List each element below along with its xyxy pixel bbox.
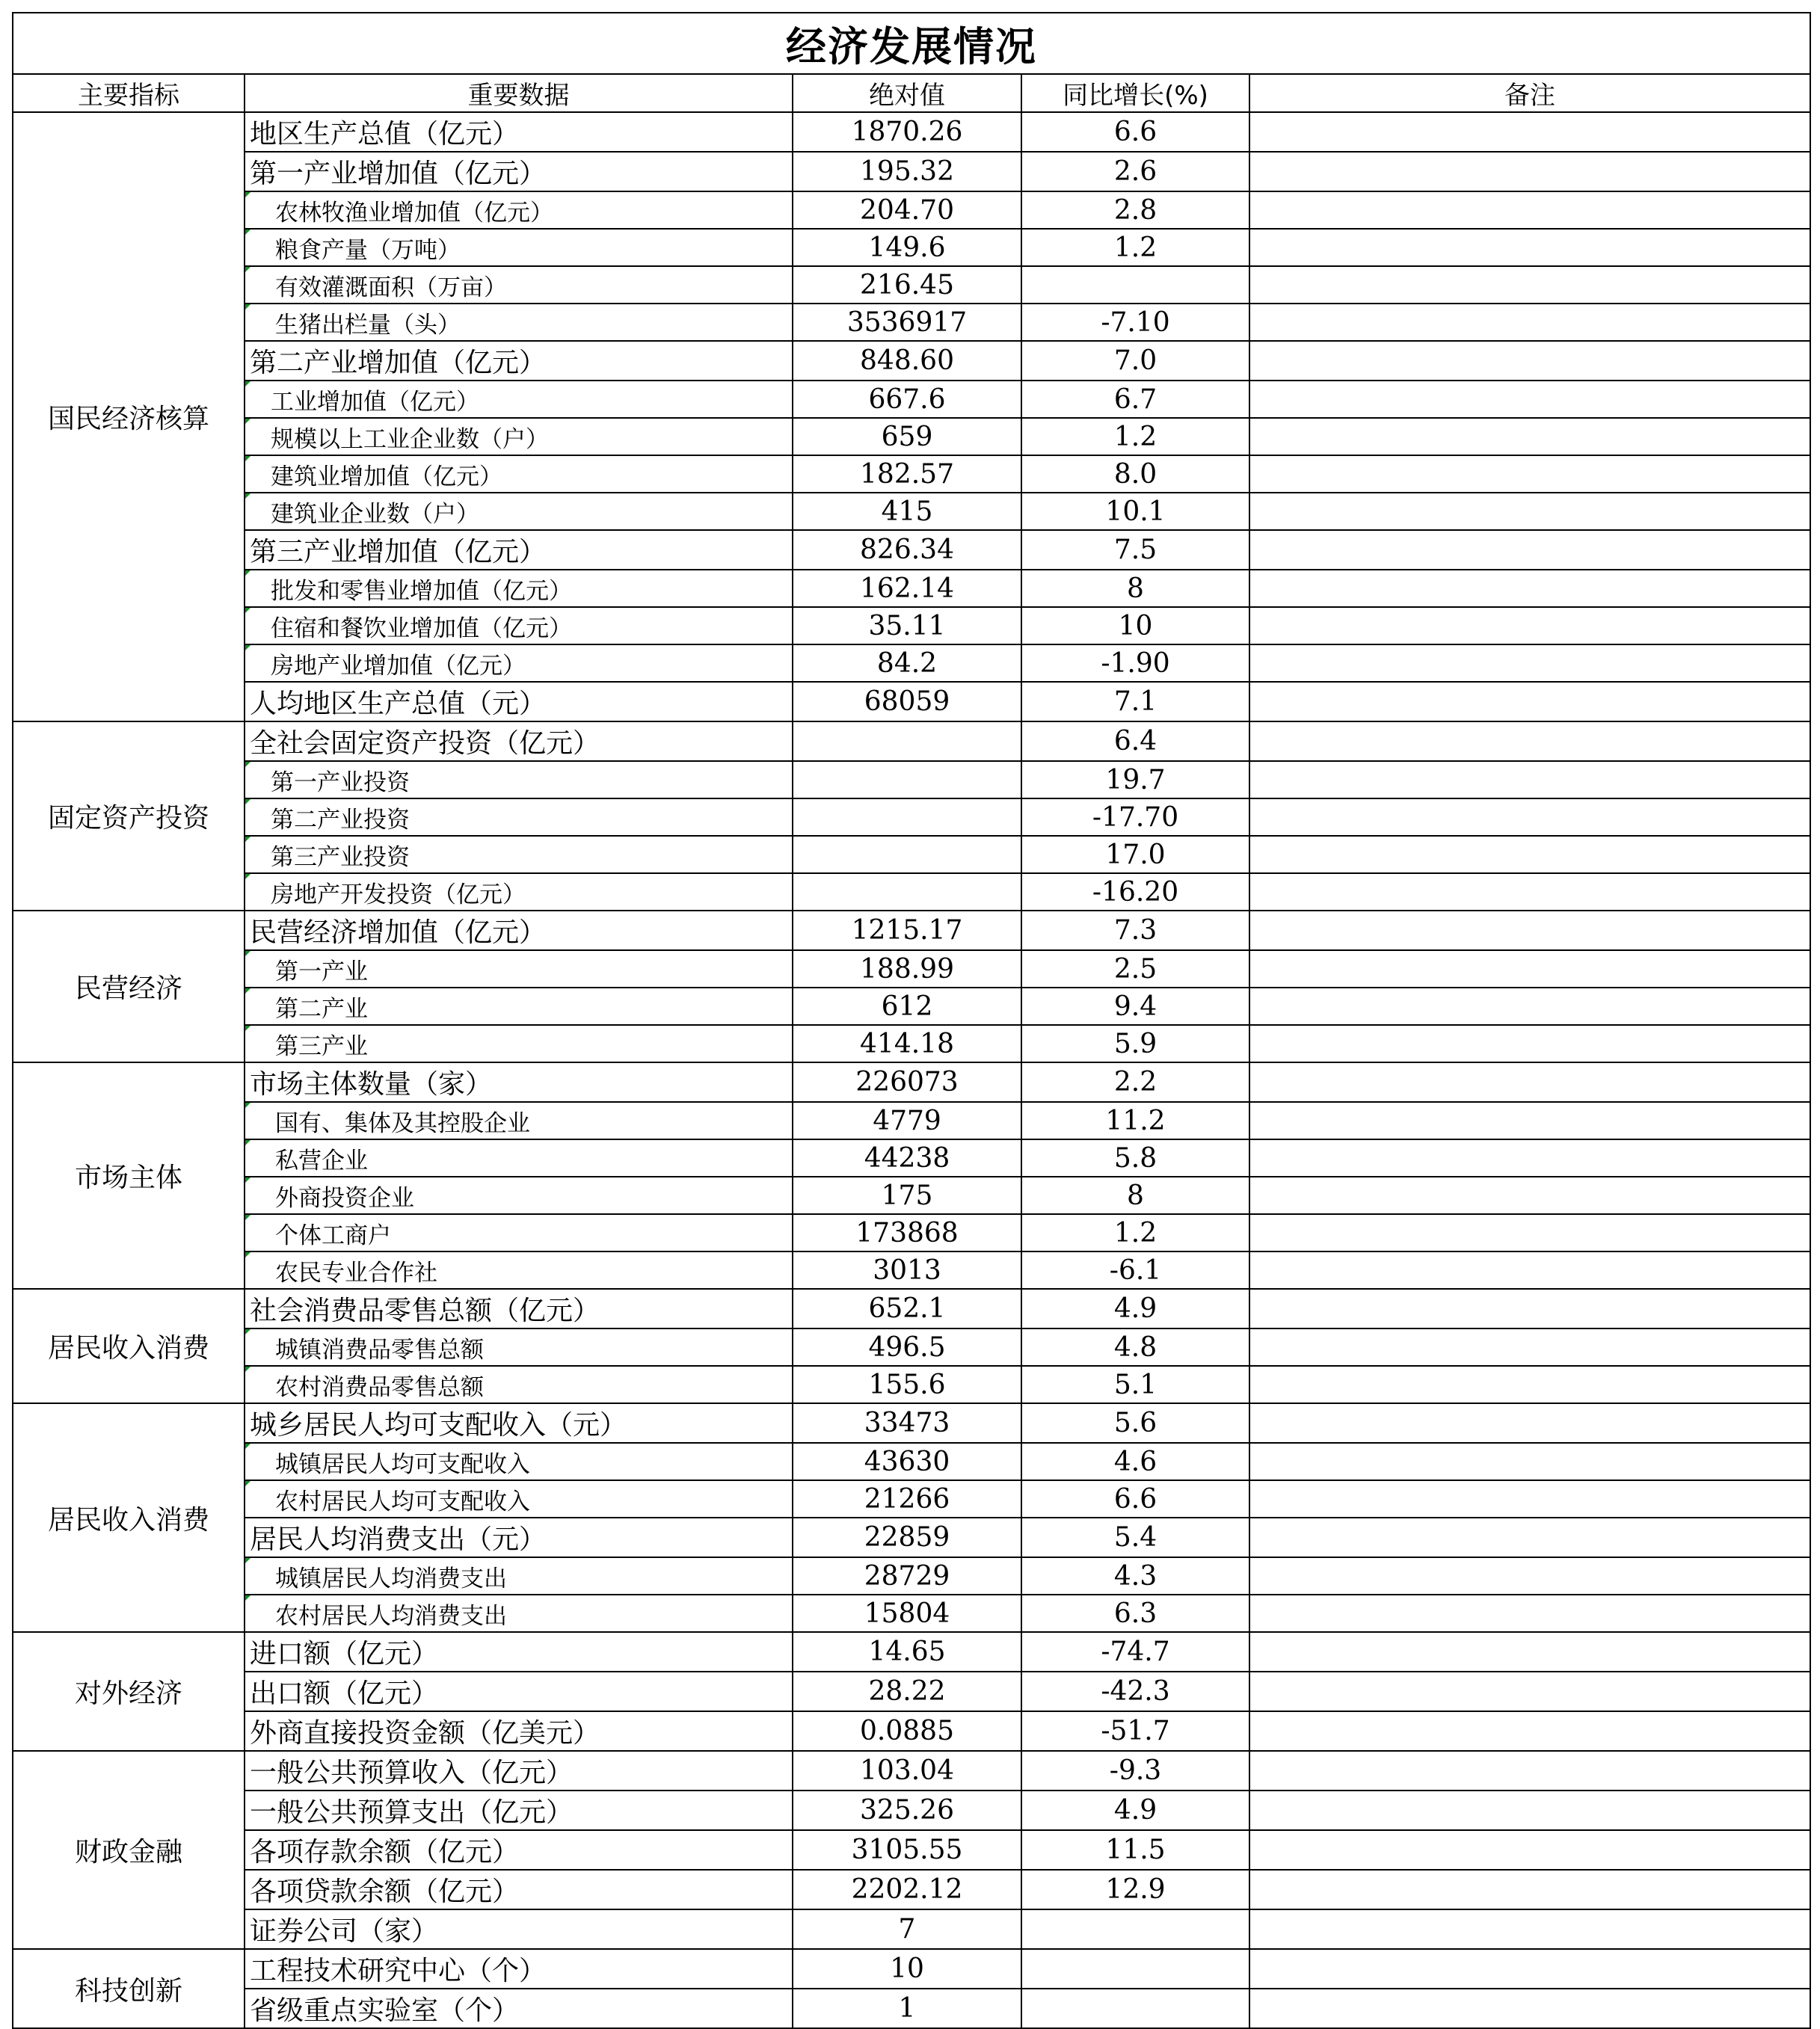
- absolute-value-cell[interactable]: 33473: [793, 1403, 1021, 1443]
- spreadsheet: [12, 12, 1810, 2029]
- indicator-cell[interactable]: 进口额（亿元）: [245, 1632, 793, 1672]
- absolute-value-cell[interactable]: 226073: [793, 1062, 1021, 1102]
- growth-cell[interactable]: -7.10: [1021, 304, 1249, 341]
- absolute-value-cell[interactable]: 22859: [793, 1518, 1021, 1557]
- growth-cell[interactable]: 6.4: [1021, 721, 1249, 761]
- indicator-cell[interactable]: 出口额（亿元）: [245, 1672, 793, 1711]
- growth-cell[interactable]: 2.6: [1021, 152, 1249, 191]
- table-row: [13, 1909, 1810, 1949]
- absolute-value-cell[interactable]: 1: [793, 1989, 1021, 2028]
- indicator-cell[interactable]: 第一产业增加值（亿元）: [245, 152, 793, 191]
- remarks-cell[interactable]: [1249, 721, 1810, 761]
- table-row: [13, 1949, 1810, 1989]
- category-cell[interactable]: 对外经济: [13, 1632, 245, 1751]
- growth-cell[interactable]: 7.0: [1021, 341, 1249, 381]
- absolute-value-cell[interactable]: 162.14: [793, 570, 1021, 607]
- table-row: [13, 1214, 1810, 1251]
- absolute-value-cell[interactable]: 84.2: [793, 644, 1021, 682]
- growth-cell[interactable]: 2.8: [1021, 191, 1249, 229]
- remarks-cell[interactable]: [1249, 1518, 1810, 1557]
- table-row: [13, 1791, 1810, 1830]
- table-row: [13, 836, 1810, 873]
- absolute-value-cell[interactable]: 652.1: [793, 1289, 1021, 1328]
- remarks-cell[interactable]: [1249, 950, 1810, 988]
- indicator-cell[interactable]: 全社会固定资产投资（亿元）: [245, 721, 793, 761]
- absolute-value-cell[interactable]: 21266: [793, 1480, 1021, 1518]
- growth-cell[interactable]: 5.6: [1021, 1403, 1249, 1443]
- absolute-value-cell[interactable]: 188.99: [793, 950, 1021, 988]
- table-row: [13, 1251, 1810, 1289]
- absolute-value-cell[interactable]: [793, 721, 1021, 761]
- absolute-value-cell[interactable]: 15804: [793, 1595, 1021, 1632]
- absolute-value-cell[interactable]: 1215.17: [793, 911, 1021, 950]
- header-key-data[interactable]: 重要数据: [245, 74, 793, 112]
- remarks-cell[interactable]: [1249, 798, 1810, 836]
- table-row: [13, 607, 1810, 644]
- remarks-cell[interactable]: [1249, 1791, 1810, 1830]
- indicator-cell[interactable]: 房地产业增加值（亿元）: [245, 644, 793, 682]
- table-row: [13, 682, 1810, 721]
- indicator-cell[interactable]: 农村居民人均消费支出: [245, 1595, 793, 1632]
- absolute-value-cell[interactable]: 826.34: [793, 530, 1021, 570]
- indicator-cell[interactable]: 省级重点实验室（个）: [245, 1989, 793, 2028]
- remarks-cell[interactable]: [1249, 1177, 1810, 1214]
- growth-cell[interactable]: 7.1: [1021, 682, 1249, 721]
- indicator-cell[interactable]: 城镇居民人均消费支出: [245, 1557, 793, 1595]
- growth-cell[interactable]: 2.5: [1021, 950, 1249, 988]
- remarks-cell[interactable]: [1249, 1139, 1810, 1177]
- remarks-cell[interactable]: [1249, 1632, 1810, 1672]
- indicator-cell[interactable]: 第二产业增加值（亿元）: [245, 341, 793, 381]
- sheet-title[interactable]: 经济发展情况: [13, 13, 1810, 74]
- remarks-cell[interactable]: [1249, 1711, 1810, 1751]
- growth-cell[interactable]: 12.9: [1021, 1870, 1249, 1909]
- remarks-cell[interactable]: [1249, 1251, 1810, 1289]
- remarks-cell[interactable]: [1249, 191, 1810, 229]
- absolute-value-cell[interactable]: 173868: [793, 1214, 1021, 1251]
- remarks-cell[interactable]: [1249, 1909, 1810, 1949]
- remarks-cell[interactable]: [1249, 836, 1810, 873]
- absolute-value-cell[interactable]: 44238: [793, 1139, 1021, 1177]
- category-cell[interactable]: 市场主体: [13, 1062, 245, 1289]
- growth-cell[interactable]: [1021, 266, 1249, 304]
- absolute-value-cell[interactable]: [793, 836, 1021, 873]
- remarks-cell[interactable]: [1249, 1672, 1810, 1711]
- table-row: [13, 381, 1810, 418]
- table-row: [13, 721, 1810, 761]
- growth-cell[interactable]: 7.5: [1021, 530, 1249, 570]
- remarks-cell[interactable]: [1249, 381, 1810, 418]
- table-row: [13, 644, 1810, 682]
- remarks-cell[interactable]: [1249, 1328, 1810, 1366]
- remarks-cell[interactable]: [1249, 418, 1810, 455]
- growth-cell[interactable]: -74.7: [1021, 1632, 1249, 1672]
- absolute-value-cell[interactable]: 3013: [793, 1251, 1021, 1289]
- indicator-cell[interactable]: 地区生产总值（亿元）: [245, 112, 793, 152]
- remarks-cell[interactable]: [1249, 607, 1810, 644]
- indicator-cell[interactable]: 规模以上工业企业数（户）: [245, 418, 793, 455]
- indicator-cell[interactable]: 住宿和餐饮业增加值（亿元）: [245, 607, 793, 644]
- remarks-cell[interactable]: [1249, 1595, 1810, 1632]
- table-row: [13, 1443, 1810, 1480]
- absolute-value-cell[interactable]: 848.60: [793, 341, 1021, 381]
- remarks-cell[interactable]: [1249, 682, 1810, 721]
- indicator-cell[interactable]: 一般公共预算支出（亿元）: [245, 1791, 793, 1830]
- category-cell[interactable]: 科技创新: [13, 1949, 245, 2028]
- growth-cell[interactable]: [1021, 1949, 1249, 1989]
- growth-cell[interactable]: -1.90: [1021, 644, 1249, 682]
- table-row: [13, 1672, 1810, 1711]
- indicator-cell[interactable]: 社会消费品零售总额（亿元）: [245, 1289, 793, 1328]
- table-row: [13, 761, 1810, 798]
- table-row: [13, 1403, 1810, 1443]
- growth-cell[interactable]: 19.7: [1021, 761, 1249, 798]
- indicator-cell[interactable]: 农村居民人均可支配收入: [245, 1480, 793, 1518]
- table-row: [13, 1711, 1810, 1751]
- remarks-cell[interactable]: [1249, 1830, 1810, 1870]
- table-row: [13, 950, 1810, 988]
- growth-cell[interactable]: 10: [1021, 607, 1249, 644]
- indicator-cell[interactable]: 人均地区生产总值（元）: [245, 682, 793, 721]
- growth-cell[interactable]: 2.2: [1021, 1062, 1249, 1102]
- absolute-value-cell[interactable]: 415: [793, 493, 1021, 530]
- indicator-cell[interactable]: 国有、集体及其控股企业: [245, 1102, 793, 1139]
- growth-cell[interactable]: -51.7: [1021, 1711, 1249, 1751]
- growth-cell[interactable]: 4.9: [1021, 1791, 1249, 1830]
- table-row: [13, 112, 1810, 152]
- table-row: [13, 1102, 1810, 1139]
- absolute-value-cell[interactable]: 43630: [793, 1443, 1021, 1480]
- remarks-cell[interactable]: [1249, 152, 1810, 191]
- table-body: [13, 112, 1810, 2028]
- indicator-cell[interactable]: 私营企业: [245, 1139, 793, 1177]
- absolute-value-cell[interactable]: 325.26: [793, 1791, 1021, 1830]
- category-cell[interactable]: 居民收入消费: [13, 1289, 245, 1403]
- indicator-cell[interactable]: 有效灌溉面积（万亩）: [245, 266, 793, 304]
- table-row: [13, 1025, 1810, 1062]
- absolute-value-cell[interactable]: 103.04: [793, 1751, 1021, 1791]
- indicator-cell[interactable]: 一般公共预算收入（亿元）: [245, 1751, 793, 1791]
- absolute-value-cell[interactable]: 175: [793, 1177, 1021, 1214]
- absolute-value-cell[interactable]: 28.22: [793, 1672, 1021, 1711]
- header-remarks[interactable]: 备注: [1249, 74, 1810, 112]
- absolute-value-cell[interactable]: 155.6: [793, 1366, 1021, 1403]
- table-row: [13, 988, 1810, 1025]
- category-cell[interactable]: 国民经济核算: [13, 112, 245, 721]
- absolute-value-cell[interactable]: 7: [793, 1909, 1021, 1949]
- table-row: [13, 1062, 1810, 1102]
- table-row: [13, 530, 1810, 570]
- growth-cell[interactable]: -9.3: [1021, 1751, 1249, 1791]
- absolute-value-cell[interactable]: 4779: [793, 1102, 1021, 1139]
- absolute-value-cell[interactable]: [793, 873, 1021, 911]
- table-row: [13, 1870, 1810, 1909]
- growth-cell[interactable]: 1.2: [1021, 1214, 1249, 1251]
- remarks-cell[interactable]: [1249, 341, 1810, 381]
- indicator-cell[interactable]: 第三产业: [245, 1025, 793, 1062]
- remarks-cell[interactable]: [1249, 1989, 1810, 2028]
- absolute-value-cell[interactable]: 659: [793, 418, 1021, 455]
- growth-cell[interactable]: 8.0: [1021, 455, 1249, 493]
- absolute-value-cell[interactable]: 216.45: [793, 266, 1021, 304]
- indicator-cell[interactable]: 房地产开发投资（亿元）: [245, 873, 793, 911]
- data-table: [12, 12, 1811, 2029]
- remarks-cell[interactable]: [1249, 266, 1810, 304]
- growth-cell[interactable]: 10.1: [1021, 493, 1249, 530]
- header-main-indicator[interactable]: 主要指标: [13, 74, 245, 112]
- indicator-cell[interactable]: 第三产业投资: [245, 836, 793, 873]
- absolute-value-cell[interactable]: 204.70: [793, 191, 1021, 229]
- table-row: [13, 266, 1810, 304]
- remarks-cell[interactable]: [1249, 493, 1810, 530]
- indicator-cell[interactable]: 各项贷款余额（亿元）: [245, 1870, 793, 1909]
- absolute-value-cell[interactable]: 14.65: [793, 1632, 1021, 1672]
- indicator-cell[interactable]: 个体工商户: [245, 1214, 793, 1251]
- growth-cell[interactable]: 8: [1021, 1177, 1249, 1214]
- growth-cell[interactable]: 6.6: [1021, 112, 1249, 152]
- table-row: [13, 191, 1810, 229]
- absolute-value-cell[interactable]: 667.6: [793, 381, 1021, 418]
- growth-cell[interactable]: 5.1: [1021, 1366, 1249, 1403]
- absolute-value-cell[interactable]: 2202.12: [793, 1870, 1021, 1909]
- indicator-cell[interactable]: 城乡居民人均可支配收入（元）: [245, 1403, 793, 1443]
- table-row: [13, 911, 1810, 950]
- absolute-value-cell[interactable]: 0.0885: [793, 1711, 1021, 1751]
- absolute-value-cell[interactable]: 182.57: [793, 455, 1021, 493]
- absolute-value-cell[interactable]: 68059: [793, 682, 1021, 721]
- indicator-cell[interactable]: 工程技术研究中心（个）: [245, 1949, 793, 1989]
- table-row: [13, 1830, 1810, 1870]
- remarks-cell[interactable]: [1249, 1870, 1810, 1909]
- indicator-cell[interactable]: 民营经济增加值（亿元）: [245, 911, 793, 950]
- table-row: [13, 570, 1810, 607]
- remarks-cell[interactable]: [1249, 988, 1810, 1025]
- table-row: [13, 1366, 1810, 1403]
- growth-cell[interactable]: -6.1: [1021, 1251, 1249, 1289]
- growth-cell[interactable]: 7.3: [1021, 911, 1249, 950]
- growth-cell[interactable]: 1.2: [1021, 418, 1249, 455]
- table-row: [13, 1480, 1810, 1518]
- remarks-cell[interactable]: [1249, 1025, 1810, 1062]
- indicator-cell[interactable]: 工业增加值（亿元）: [245, 381, 793, 418]
- indicator-cell[interactable]: 第一产业投资: [245, 761, 793, 798]
- table-row: [13, 341, 1810, 381]
- table-row: [13, 493, 1810, 530]
- remarks-cell[interactable]: [1249, 644, 1810, 682]
- growth-cell[interactable]: [1021, 1909, 1249, 1949]
- remarks-cell[interactable]: [1249, 530, 1810, 570]
- remarks-cell[interactable]: [1249, 1949, 1810, 1989]
- growth-cell[interactable]: 5.9: [1021, 1025, 1249, 1062]
- growth-cell[interactable]: 1.2: [1021, 229, 1249, 266]
- indicator-cell[interactable]: 城镇消费品零售总额: [245, 1328, 793, 1366]
- header-absolute-value[interactable]: 绝对值: [793, 74, 1021, 112]
- table-row: [13, 1751, 1810, 1791]
- indicator-cell[interactable]: 第二产业投资: [245, 798, 793, 836]
- growth-cell[interactable]: 5.8: [1021, 1139, 1249, 1177]
- growth-cell[interactable]: 6.3: [1021, 1595, 1249, 1632]
- table-row: [13, 1518, 1810, 1557]
- table-row: [13, 1328, 1810, 1366]
- indicator-cell[interactable]: 建筑业企业数（户）: [245, 493, 793, 530]
- remarks-cell[interactable]: [1249, 1557, 1810, 1595]
- remarks-cell[interactable]: [1249, 1751, 1810, 1791]
- indicator-cell[interactable]: 建筑业增加值（亿元）: [245, 455, 793, 493]
- category-cell[interactable]: 财政金融: [13, 1751, 245, 1949]
- remarks-cell[interactable]: [1249, 1480, 1810, 1518]
- remarks-cell[interactable]: [1249, 229, 1810, 266]
- category-cell[interactable]: 民营经济: [13, 911, 245, 1062]
- remarks-cell[interactable]: [1249, 304, 1810, 341]
- table-row: [13, 1632, 1810, 1672]
- remarks-cell[interactable]: [1249, 112, 1810, 152]
- remarks-cell[interactable]: [1249, 570, 1810, 607]
- growth-cell[interactable]: 9.4: [1021, 988, 1249, 1025]
- indicator-cell[interactable]: 市场主体数量（家）: [245, 1062, 793, 1102]
- remarks-cell[interactable]: [1249, 1062, 1810, 1102]
- absolute-value-cell[interactable]: 195.32: [793, 152, 1021, 191]
- growth-cell[interactable]: 11.2: [1021, 1102, 1249, 1139]
- table-row: [13, 418, 1810, 455]
- table-row: [13, 455, 1810, 493]
- growth-cell[interactable]: 4.8: [1021, 1328, 1249, 1366]
- absolute-value-cell[interactable]: 612: [793, 988, 1021, 1025]
- remarks-cell[interactable]: [1249, 1214, 1810, 1251]
- growth-cell[interactable]: -16.20: [1021, 873, 1249, 911]
- table-row: [13, 1139, 1810, 1177]
- absolute-value-cell[interactable]: [793, 761, 1021, 798]
- table-row: [13, 798, 1810, 836]
- table-row: [13, 152, 1810, 191]
- absolute-value-cell[interactable]: 1870.26: [793, 112, 1021, 152]
- indicator-cell[interactable]: 批发和零售业增加值（亿元）: [245, 570, 793, 607]
- absolute-value-cell[interactable]: 3105.55: [793, 1830, 1021, 1870]
- growth-cell[interactable]: -17.70: [1021, 798, 1249, 836]
- growth-cell[interactable]: 4.6: [1021, 1443, 1249, 1480]
- growth-cell[interactable]: 4.3: [1021, 1557, 1249, 1595]
- remarks-cell[interactable]: [1249, 1403, 1810, 1443]
- table-row: [13, 1595, 1810, 1632]
- table-row: [13, 304, 1810, 341]
- indicator-cell[interactable]: 第二产业: [245, 988, 793, 1025]
- growth-cell[interactable]: 11.5: [1021, 1830, 1249, 1870]
- indicator-cell[interactable]: 外商投资企业: [245, 1177, 793, 1214]
- table-row: [13, 1989, 1810, 2028]
- absolute-value-cell[interactable]: 414.18: [793, 1025, 1021, 1062]
- indicator-cell[interactable]: 第一产业: [245, 950, 793, 988]
- remarks-cell[interactable]: [1249, 873, 1810, 911]
- absolute-value-cell[interactable]: 3536917: [793, 304, 1021, 341]
- table-row: [13, 1557, 1810, 1595]
- category-cell[interactable]: 居民收入消费: [13, 1403, 245, 1632]
- remarks-cell[interactable]: [1249, 455, 1810, 493]
- indicator-cell[interactable]: 第三产业增加值（亿元）: [245, 530, 793, 570]
- growth-cell[interactable]: -42.3: [1021, 1672, 1249, 1711]
- growth-cell[interactable]: [1021, 1989, 1249, 2028]
- indicator-cell[interactable]: 外商直接投资金额（亿美元）: [245, 1711, 793, 1751]
- indicator-cell[interactable]: 各项存款余额（亿元）: [245, 1830, 793, 1870]
- table-row: [13, 229, 1810, 266]
- header-yoy-growth[interactable]: 同比增长(%): [1021, 74, 1249, 112]
- table-row: [13, 873, 1810, 911]
- remarks-cell[interactable]: [1249, 761, 1810, 798]
- absolute-value-cell[interactable]: 10: [793, 1949, 1021, 1989]
- table-row: [13, 1177, 1810, 1214]
- indicator-cell[interactable]: 居民人均消费支出（元）: [245, 1518, 793, 1557]
- indicator-cell[interactable]: 城镇居民人均可支配收入: [245, 1443, 793, 1480]
- table-row: [13, 1289, 1810, 1328]
- growth-cell[interactable]: 17.0: [1021, 836, 1249, 873]
- absolute-value-cell[interactable]: [793, 798, 1021, 836]
- remarks-cell[interactable]: [1249, 1366, 1810, 1403]
- remarks-cell[interactable]: [1249, 1443, 1810, 1480]
- growth-cell[interactable]: 8: [1021, 570, 1249, 607]
- indicator-cell[interactable]: 农林牧渔业增加值（亿元）: [245, 191, 793, 229]
- absolute-value-cell[interactable]: 496.5: [793, 1328, 1021, 1366]
- indicator-cell[interactable]: 农民专业合作社: [245, 1251, 793, 1289]
- indicator-cell[interactable]: 证券公司（家）: [245, 1909, 793, 1949]
- absolute-value-cell[interactable]: 35.11: [793, 607, 1021, 644]
- growth-cell[interactable]: 5.4: [1021, 1518, 1249, 1557]
- growth-cell[interactable]: 4.9: [1021, 1289, 1249, 1328]
- absolute-value-cell[interactable]: 149.6: [793, 229, 1021, 266]
- remarks-cell[interactable]: [1249, 1289, 1810, 1328]
- indicator-cell[interactable]: 粮食产量（万吨）: [245, 229, 793, 266]
- category-cell[interactable]: 固定资产投资: [13, 721, 245, 911]
- indicator-cell[interactable]: 农村消费品零售总额: [245, 1366, 793, 1403]
- absolute-value-cell[interactable]: 28729: [793, 1557, 1021, 1595]
- indicator-cell[interactable]: 生猪出栏量（头）: [245, 304, 793, 341]
- growth-cell[interactable]: 6.6: [1021, 1480, 1249, 1518]
- growth-cell[interactable]: 6.7: [1021, 381, 1249, 418]
- remarks-cell[interactable]: [1249, 911, 1810, 950]
- remarks-cell[interactable]: [1249, 1102, 1810, 1139]
